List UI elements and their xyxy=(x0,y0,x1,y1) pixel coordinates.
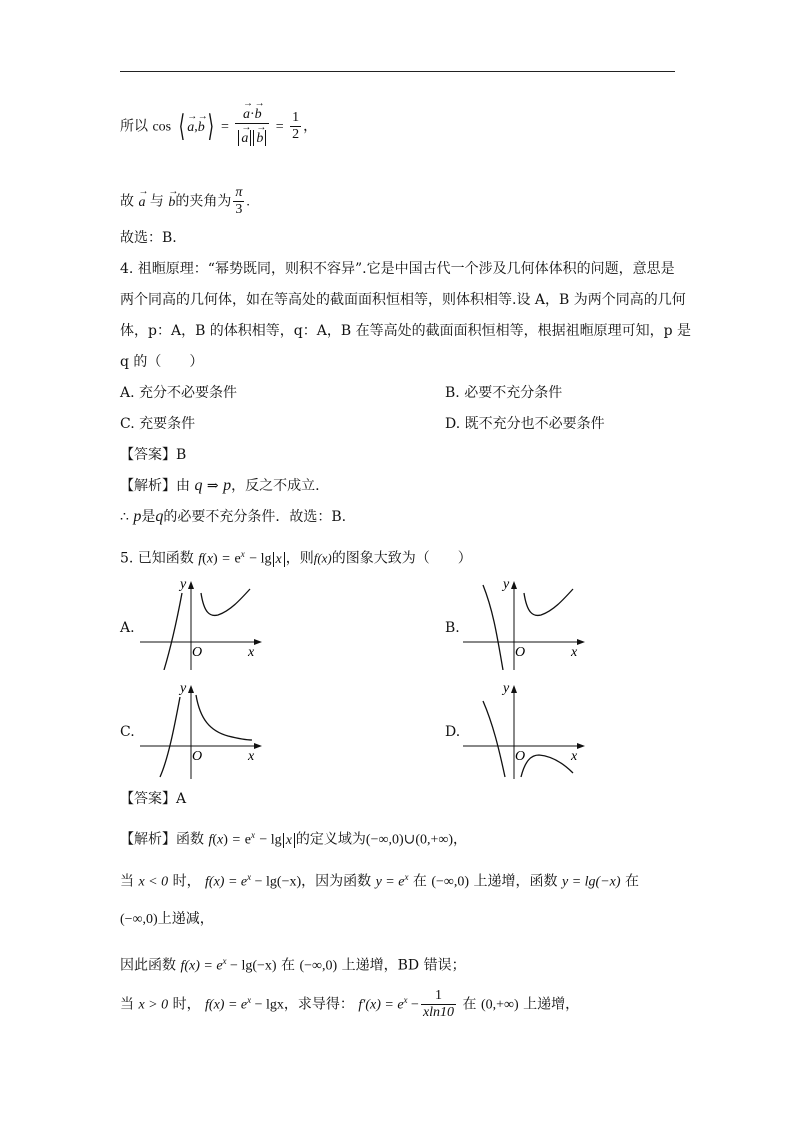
case1-dec: 上递减， xyxy=(157,911,214,927)
minus-sign: − xyxy=(407,997,419,1013)
q4-option-d: D. 既不充分也不必要条件 xyxy=(445,416,605,432)
equals-sign: = xyxy=(275,119,284,135)
half-fraction xyxy=(290,110,301,143)
vector-b: → b xyxy=(256,131,263,147)
neg-interval: (−∞,0) xyxy=(120,912,158,927)
graph-a xyxy=(140,575,270,674)
therefore-symbol: ∴ xyxy=(120,510,129,525)
vector-a: → a xyxy=(138,194,145,212)
text-suoyi: 所以 xyxy=(120,118,148,135)
vector-a: → a xyxy=(187,119,194,137)
q4-analysis-line xyxy=(120,477,320,496)
q5-case-negative-cont xyxy=(120,910,214,929)
q5-case-negative-line xyxy=(120,868,639,892)
y-axis-label: y xyxy=(503,577,510,592)
graph-c xyxy=(140,679,270,783)
text-dang: 当 xyxy=(120,873,134,890)
text-shi: 时， xyxy=(172,996,201,1013)
left-angle-bracket: ⟨ xyxy=(178,108,185,144)
y-equals-ex: y = e xyxy=(375,874,405,890)
half-numerator: 1 xyxy=(292,110,300,125)
func-f: f xyxy=(208,832,213,848)
analysis-label: 【解析】函数 xyxy=(120,831,204,848)
vector-b: → b xyxy=(255,107,262,123)
case1-formula: f(x) = e xyxy=(205,874,248,890)
curve-left-branch xyxy=(160,697,180,777)
exp-x: x xyxy=(250,830,255,840)
three: 3 xyxy=(233,201,244,218)
graph-label-a: A. xyxy=(120,620,135,636)
q4-conclusion-line xyxy=(120,508,346,527)
vector-b: → b xyxy=(168,194,175,212)
exp-x: x xyxy=(247,994,252,1005)
case2-formula-tail: − lgx xyxy=(251,997,284,1013)
minus-lg: − lg xyxy=(259,832,282,848)
deriv-denominator: xln10 xyxy=(422,1005,455,1020)
q4-option-a: A. 充分不必要条件 xyxy=(120,385,238,401)
y-axis-arrow-icon xyxy=(511,581,517,589)
pi-over-3-fraction xyxy=(233,185,244,218)
angle-result-line xyxy=(120,185,250,218)
exp-x: x xyxy=(247,872,252,882)
x-axis-label: x xyxy=(571,645,578,660)
cond-x-neg: x < 0 xyxy=(138,874,169,890)
y-axis-label: y xyxy=(180,577,187,592)
right-angle-bracket: ⟩ xyxy=(207,108,214,144)
origin-label: O xyxy=(192,749,203,764)
q5-answer: 【答案】A xyxy=(120,791,187,807)
q4-option-c: C. 充要条件 xyxy=(120,416,196,432)
analysis-rest: ，反之不成立. xyxy=(231,478,320,494)
domain-text: 的定义域为 xyxy=(295,831,366,848)
text-shi: 是 xyxy=(141,509,156,525)
text-dang: 当 xyxy=(120,996,134,1013)
deriv-numerator: 1 xyxy=(434,988,442,1003)
domain-value: (−∞,0)∪(0,+∞) xyxy=(365,832,454,848)
comma: , xyxy=(194,119,198,135)
text-zai: 在 xyxy=(462,996,477,1013)
q4-stem-line-3: 体，p：A，B 的体积相等，q：A，B 在等高处的截面面积恒相等，根据祖暅原理可知，p 是 xyxy=(120,323,692,339)
hence-formula: f(x) = e xyxy=(180,958,223,974)
origin-label: O xyxy=(515,749,526,764)
derivative-formula: f′(x) = e xyxy=(358,997,404,1013)
case1-formula-tail: − lg(−x) xyxy=(251,874,302,890)
hence-prefix: 因此函数 xyxy=(120,957,176,974)
var-p: p xyxy=(223,477,232,494)
q4-stem-line-4: q 的（ ） xyxy=(120,354,204,370)
text-yu: 与 xyxy=(149,193,164,210)
y-equals-lg: y = lg(−x) xyxy=(561,874,621,890)
curve-right-branch xyxy=(201,589,250,615)
x-axis-arrow-icon xyxy=(577,639,585,645)
graph-d xyxy=(463,679,593,783)
text-shi: 时， xyxy=(172,873,201,890)
text-zai: 在 xyxy=(281,957,296,974)
curve-left-branch xyxy=(483,585,503,670)
y-axis-arrow-icon xyxy=(188,685,194,693)
fx-label: f(x) xyxy=(313,550,332,566)
pos-interval: (0,+∞) xyxy=(480,997,519,1013)
q4-option-b: B. 必要不充分条件 xyxy=(445,385,563,401)
implies-symbol: ⇒ xyxy=(206,479,219,494)
q4-stem-line-2: 两个同高的几何体，如在等高处的截面面积恒相等，则体积相等.设 A，B 为两个同高的几何 xyxy=(120,292,686,308)
case2-formula: f(x) = e xyxy=(205,997,248,1013)
conclusion-rest: 的必要不充分条件．故选：B. xyxy=(163,509,347,525)
e-base: e xyxy=(244,832,251,848)
y-axis-arrow-icon xyxy=(188,581,194,589)
text-gu: 故 xyxy=(120,193,134,210)
graph-label-b: B. xyxy=(445,620,460,636)
graph-label-c: C. xyxy=(120,724,135,740)
text-zai: 在 xyxy=(412,873,427,890)
neg-interval: (−∞,0) xyxy=(299,958,338,974)
dot-product-fraction xyxy=(235,106,269,147)
hence-rest: 上递增，BD 错误； xyxy=(341,957,466,974)
q5-case-positive-line xyxy=(120,988,579,1021)
graph-b xyxy=(463,575,593,674)
abs-x: x xyxy=(273,552,285,567)
x-axis-label: x xyxy=(248,749,255,764)
curve-right-branch xyxy=(521,755,573,777)
q5-stem-end: 的图象大致为（ ） xyxy=(331,550,472,567)
cos-label: cos xyxy=(152,119,172,135)
cos-angle-line xyxy=(120,106,317,147)
vector-a: → a xyxy=(243,107,250,123)
x-axis-arrow-icon xyxy=(254,639,262,645)
origin-label: O xyxy=(192,645,203,660)
var-x: x xyxy=(206,551,214,567)
answer-select-b-line: 故选：B. xyxy=(120,230,177,246)
y-axis-label: y xyxy=(503,681,510,696)
vector-a: → a xyxy=(241,131,248,147)
y-axis-arrow-icon xyxy=(511,685,517,693)
equals-sign: = xyxy=(220,119,229,135)
func-f: f xyxy=(198,551,203,567)
exp-x: x xyxy=(403,994,408,1005)
abs-x: x xyxy=(283,833,295,848)
period: . xyxy=(246,194,250,210)
q5-analysis-domain-line: 【解析】函数 $f(x) = e^x - \lg x$ 的定义域为(−∞,0)∪(0,+∞)， xyxy=(120,830,468,848)
curve-left-branch xyxy=(164,593,182,670)
case2-rest: 上递增， xyxy=(523,996,580,1013)
minus-lg: − lg xyxy=(249,551,272,567)
domain-end: ， xyxy=(453,831,468,848)
pi: π xyxy=(235,185,243,200)
curve-left-branch xyxy=(483,701,505,777)
q5-hence-line xyxy=(120,952,466,976)
case1-mid: ，因为函数 xyxy=(301,873,372,890)
q4-answer: 【答案】B xyxy=(120,447,187,463)
var-q: q xyxy=(194,477,203,494)
analysis-label: 【解析】由 xyxy=(120,478,190,494)
x-axis-label: x xyxy=(248,645,255,660)
vector-b: → b xyxy=(198,119,205,137)
q5-stem-suffix: ，则 xyxy=(285,550,314,567)
half-denominator: 2 xyxy=(292,127,300,142)
var-q: q xyxy=(155,508,164,525)
comma-cn: ， xyxy=(303,118,318,135)
case1-inc: 上递增，函数 xyxy=(473,873,558,890)
one-over-xln10-fraction xyxy=(421,988,456,1021)
x-axis-arrow-icon xyxy=(577,743,585,749)
exp-x: x xyxy=(240,549,245,559)
graph-label-d: D. xyxy=(445,724,461,740)
header-rule xyxy=(120,71,675,72)
var-x: x xyxy=(217,832,224,848)
exp-x: x xyxy=(222,956,227,966)
dot-operator: · xyxy=(249,107,255,122)
y-axis-label: y xyxy=(180,681,187,696)
e-base: e xyxy=(234,551,241,567)
var-p: p xyxy=(133,508,142,525)
curve-right-branch xyxy=(196,695,252,740)
q4-stem-line-1: 4. 祖暅原理：“幂势既同，则积不容异”.它是中国古代一个涉及几何体体积的问题，意思是 xyxy=(120,261,675,277)
cond-x-pos: x > 0 xyxy=(138,997,169,1013)
q5-stem-line: 5. 已知函数 $f(x) = e^x - \lg x$ ，则f(x)的图象大致为（ ） xyxy=(120,549,472,567)
neg-interval: (−∞,0) xyxy=(431,874,470,890)
q5-stem-prefix: 5. 已知函数 xyxy=(120,550,194,567)
hence-formula-tail: − lg(−x) xyxy=(226,958,277,974)
text-angle: 的夹角为 xyxy=(175,193,232,210)
origin-label: O xyxy=(515,645,526,660)
text-zai: 在 xyxy=(624,873,639,890)
x-axis-label: x xyxy=(571,749,578,764)
curve-right-branch xyxy=(524,589,573,615)
x-axis-arrow-icon xyxy=(254,743,262,749)
case2-mid: ，求导得： xyxy=(283,996,354,1013)
exp-x: x xyxy=(404,872,409,882)
